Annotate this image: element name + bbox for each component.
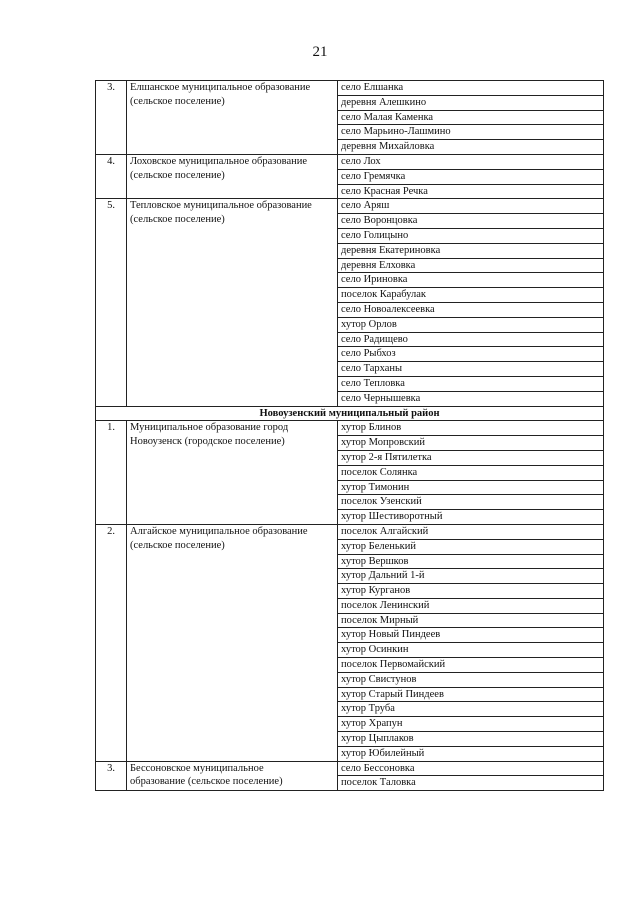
table-row (96, 199, 604, 214)
settlement-cell: хутор Свистунов (338, 672, 604, 687)
settlement-cell: село Тарханы (338, 362, 604, 377)
page-number: 21 (312, 44, 328, 60)
settlement-cell: село Малая Каменка (338, 110, 604, 125)
settlement-cell: село Воронцовка (338, 214, 604, 229)
district-title: Новоузенский муниципальный район (96, 406, 604, 421)
municipality-name (127, 421, 338, 525)
settlement-cell: поселок Алгайский (338, 524, 604, 539)
municipality-name-line: (сельское поселение) (130, 95, 225, 107)
settlement-cell: село Бессоновка (338, 761, 604, 776)
settlement-cell: село Гремячка (338, 169, 604, 184)
municipality-name-line: Бессоновское муниципальное (130, 762, 264, 774)
settlement-cell: хутор 2-я Пятилетка (338, 450, 604, 465)
settlement-cell: село Аряш (338, 199, 604, 214)
row-number: 2. (96, 524, 127, 761)
municipality-name-line: Елшанское муниципальное образование (130, 82, 311, 93)
table-row (96, 154, 604, 169)
settlement-cell: хутор Труба (338, 702, 604, 717)
settlement-cell: деревня Елховка (338, 258, 604, 273)
settlement-cell: поселок Карабулак (338, 288, 604, 303)
municipality-name (127, 199, 338, 406)
settlement-cell: хутор Курганов (338, 584, 604, 599)
settlement-cell: хутор Храпун (338, 717, 604, 732)
settlement-cell: хутор Шестиворотный (338, 510, 604, 525)
row-number: 5. (96, 199, 127, 406)
settlement-cell: поселок Мирный (338, 613, 604, 628)
settlement-cell: деревня Алешкино (338, 95, 604, 110)
settlements-table (95, 80, 604, 791)
settlement-cell: поселок Узенский (338, 495, 604, 510)
settlement-cell: поселок Таловка (338, 776, 604, 791)
settlement-cell: хутор Новый Пиндеев (338, 628, 604, 643)
district-header-row (96, 406, 604, 421)
settlement-cell: село Ириновка (338, 273, 604, 288)
municipality-name (127, 761, 338, 791)
row-number: 1. (96, 421, 127, 525)
municipality-name (127, 81, 338, 155)
settlement-cell: хутор Тимонин (338, 480, 604, 495)
settlement-cell: село Голицыно (338, 228, 604, 243)
settlement-cell: село Чернышевка (338, 391, 604, 406)
table-row (96, 761, 604, 776)
settlement-cell: село Лох (338, 154, 604, 169)
settlement-cell: хутор Старый Пиндеев (338, 687, 604, 702)
table-row (96, 421, 604, 436)
municipality-name-line: (сельское поселение) (130, 214, 225, 226)
settlement-cell: село Красная Речка (338, 184, 604, 199)
settlement-cell: поселок Первомайский (338, 658, 604, 673)
settlement-cell: село Рыбхоз (338, 347, 604, 362)
settlement-cell: село Марьино-Лашмино (338, 125, 604, 140)
municipality-name (127, 524, 338, 761)
settlement-cell: хутор Юбилейный (338, 746, 604, 761)
settlement-cell: хутор Блинов (338, 421, 604, 436)
row-number: 3. (96, 81, 127, 155)
municipality-name-line: Тепловское муниципальное образование (130, 200, 312, 212)
settlement-cell: село Тепловка (338, 376, 604, 391)
settlement-cell: хутор Мопровский (338, 436, 604, 451)
municipality-name-line: (сельское поселение) (130, 169, 225, 181)
settlement-cell: поселок Ленинский (338, 598, 604, 613)
settlement-cell: хутор Дальний 1-й (338, 569, 604, 584)
settlement-cell: хутор Вершков (338, 554, 604, 569)
settlement-cell: хутор Орлов (338, 317, 604, 332)
row-number: 4. (96, 154, 127, 198)
settlement-cell: хутор Беленький (338, 539, 604, 554)
municipality-name-line: Алгайское муниципальное образование (130, 525, 308, 537)
municipality-name-line: (сельское поселение) (130, 539, 225, 551)
settlement-cell: поселок Солянка (338, 465, 604, 480)
municipality-name-line: Новоузенск (городское поселение) (130, 436, 285, 448)
settlement-cell: село Новоалексеевка (338, 302, 604, 317)
table-row (96, 81, 604, 96)
municipality-name-line: образование (сельское поселение) (130, 776, 283, 788)
settlement-cell: деревня Екатериновка (338, 243, 604, 258)
municipality-name (127, 154, 338, 198)
settlement-cell: село Елшанка (338, 81, 604, 96)
settlement-cell: деревня Михайловка (338, 140, 604, 155)
municipality-name-line: Муниципальное образование город (130, 422, 289, 434)
settlement-cell: хутор Цыплаков (338, 732, 604, 747)
row-number: 3. (96, 761, 127, 791)
settlement-cell: село Радищево (338, 332, 604, 347)
municipality-name-line: Лоховское муниципальное образование (130, 155, 308, 167)
table-row (96, 524, 604, 539)
settlement-cell: хутор Осинкин (338, 643, 604, 658)
